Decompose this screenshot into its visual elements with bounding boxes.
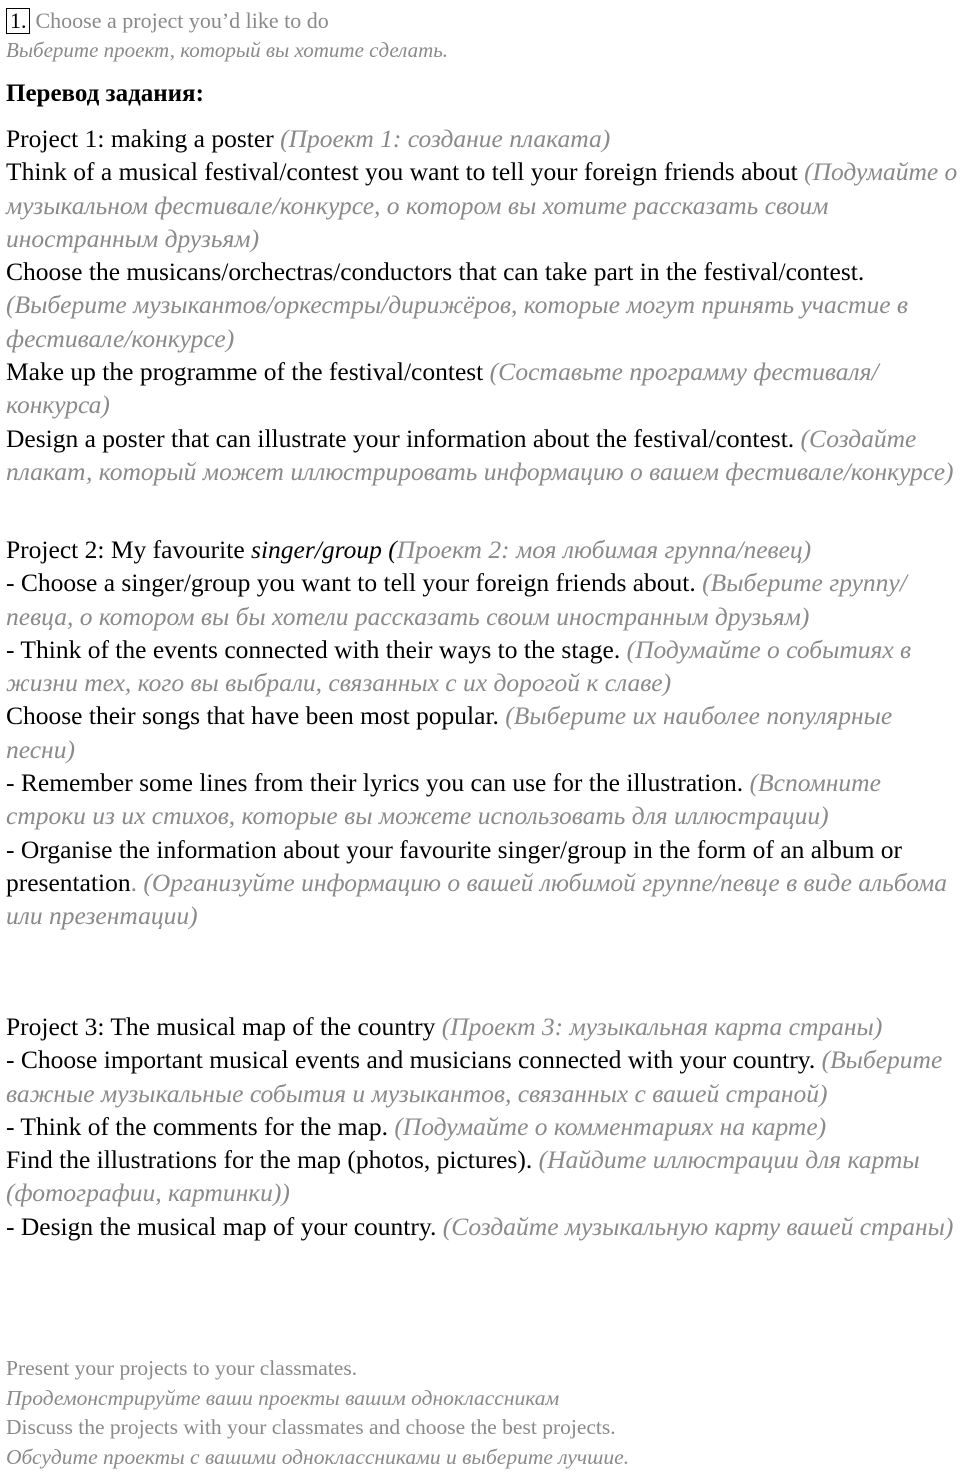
step-text-ru: (Подумайте о музыкальном фестивале/конкурсе, о котором вы хотите рассказать своим иностранным друзьям) [6, 157, 958, 253]
task-title-translation: Выберите проект, который вы хотите сделать. [6, 38, 449, 62]
project-1-step-2 [6, 255, 958, 355]
step-text-ru: (Найдите иллюстрации для карты (фотографии, картинки)) [6, 1145, 920, 1208]
project-1-title-ru: (Проект 1: создание плаката) [280, 124, 611, 153]
project-1-step-3 [6, 355, 958, 422]
closing-line-2-en: Discuss the projects with your classmates and choose the best projects. [6, 1415, 616, 1439]
step-text-ru: (Выберите их наиболее популярные песни) [6, 701, 893, 764]
step-text-ru: (Создайте музыкальную карту вашей страны) [442, 1211, 954, 1241]
step-text-ru: (Подумайте о событиях в жизни тех, кого вы выбрали, связанных с их дорогой к славе) [6, 634, 912, 698]
project-2-step-5 [6, 833, 958, 933]
step-text-ru: (Вспомните строки из их стихов, которые вы можете использовать для иллюстрации) [6, 768, 881, 831]
step-text-en: - Think of the comments for the map. [6, 1111, 395, 1141]
project-1-section [6, 122, 958, 488]
task-title: Choose a project you’d like to do [35, 8, 329, 33]
step-text-en: - Design the musical map of your country. [6, 1211, 443, 1241]
step-text-dot: . [130, 867, 144, 897]
project-2-step-1 [6, 566, 958, 633]
project-2-title-ru: Проект 2: моя любимая группа/певец) [396, 535, 812, 564]
translation-heading: Перевод задания: [6, 80, 204, 107]
project-3-section [6, 1010, 958, 1243]
project-3-step-3 [6, 1143, 958, 1210]
project-1-title-en: Project 1: making a poster [6, 124, 281, 153]
project-2-title-paren: ( [388, 535, 397, 564]
step-text-en: Choose their songs that have been most popular. [6, 701, 506, 731]
project-2-title-en: Project 2: My favourite [6, 535, 252, 564]
step-text-ru: (Выберите музыкантов/оркестры/дирижёров, которые могут принять участие в фестивале/конкурсе) [6, 290, 908, 353]
step-text-ru: (Организуйте информацию о вашей любимой группе/певце в виде альбома или презентации) [6, 867, 948, 931]
step-text-en: Choose the musicans/orchectras/conductors that can take part in the festival/contest. [6, 257, 865, 287]
project-3-step-2 [6, 1110, 958, 1143]
task-header [6, 6, 329, 36]
project-1-step-1 [6, 155, 958, 255]
project-1-step-4 [6, 422, 958, 489]
step-text-en: - Choose a singer/group you want to tell your foreign friends about. [6, 568, 703, 598]
step-text-en: - Remember some lines from their lyrics you can use for the illustration. [6, 768, 750, 798]
project-2-step-2 [6, 633, 958, 700]
step-text-en: Make up the programme of the festival/contest [6, 357, 490, 387]
step-text-ru: (Составьте программу фестиваля/конкурса) [6, 357, 879, 420]
step-text-ru: (Создайте плакат, который может иллюстрировать информацию о вашем фестивале/конкурсе) [6, 423, 954, 486]
project-3-title-en: Project 3: The musical map of the country [6, 1012, 442, 1041]
project-3-step-4 [6, 1210, 958, 1243]
step-text-ru: (Выберите группу/певца, о котором вы бы хотели рассказать своим иностранным друзьям) [6, 568, 907, 631]
project-3-title-ru: (Проект 3: музыкальная карта страны) [441, 1012, 883, 1041]
step-text-en: - Organise the information about your favourite singer/group in the form of an album or presentation [6, 834, 903, 897]
project-3-step-1 [6, 1043, 958, 1110]
task-number: 1. [6, 8, 30, 34]
step-text-en: - Think of the events connected with their ways to the stage. [6, 634, 627, 664]
step-text-ru: (Подумайте о комментариях на карте) [394, 1111, 827, 1141]
closing-line-1-en: Present your projects to your classmates. [6, 1356, 358, 1380]
step-text-en: - Choose important musical events and musicians connected with your country. [6, 1045, 822, 1075]
project-1-title [6, 122, 958, 155]
project-2-title [6, 533, 958, 566]
project-2-step-3 [6, 699, 958, 766]
step-text-en: Design a poster that can illustrate your information about the festival/contest. [6, 423, 801, 453]
step-text-en: Think of a musical festival/contest you want to tell your foreign friends about [6, 157, 805, 187]
project-3-title [6, 1010, 958, 1043]
closing-line-2-ru: Обсудите проекты с вашими одноклассниками и выберите лучшие. [6, 1444, 630, 1469]
closing-instructions [6, 1354, 958, 1472]
step-text-en: Find the illustrations for the map (photos, pictures). [6, 1145, 539, 1175]
project-2-step-4 [6, 766, 958, 833]
step-text-ru: (Выберите важные музыкальные события и музыкантов, связанных с вашей страной) [6, 1045, 943, 1108]
project-2-section [6, 533, 958, 933]
project-2-title-emphasis: singer/group [251, 535, 389, 564]
closing-line-1-ru: Продемонстрируйте ваши проекты вашим одноклассникам [6, 1385, 560, 1410]
